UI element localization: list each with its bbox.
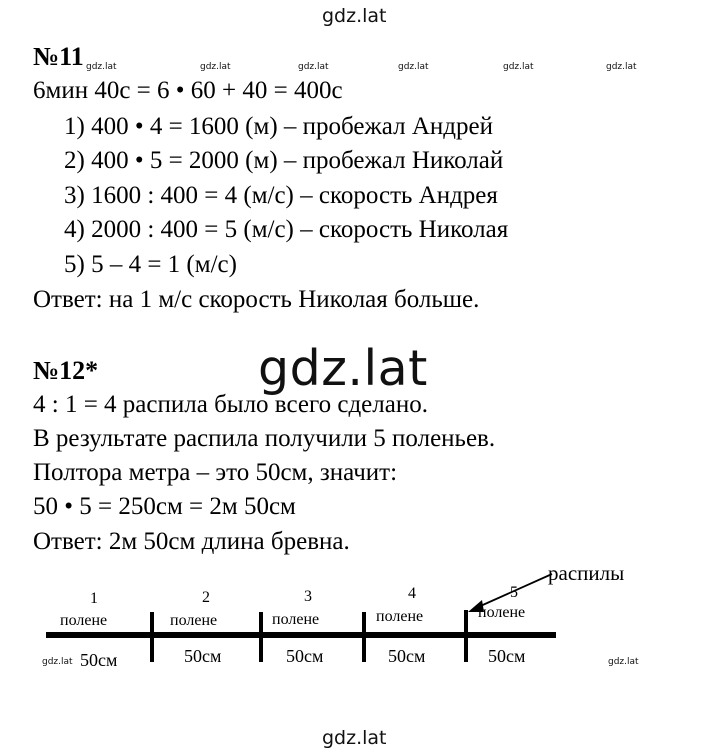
log-label: полене — [272, 611, 320, 628]
log-label: полене — [60, 612, 108, 629]
cut-mark — [464, 610, 468, 662]
log-bar — [46, 632, 556, 638]
log-label: полене — [376, 608, 424, 625]
cuts-label: распилы — [548, 561, 625, 585]
problem-12-answer: Ответ: 2м 50см длина бревна. — [33, 528, 350, 555]
problem-12-line: 4 : 1 = 4 распила было всего сделано. — [33, 391, 428, 418]
log-number: 1 — [90, 590, 98, 607]
problem-11-heading: №11 — [33, 42, 84, 71]
cut-mark — [150, 612, 154, 662]
log-length: 50см — [488, 646, 526, 666]
log-length: 50см — [184, 646, 222, 666]
problem-12-heading: №12* — [33, 356, 99, 385]
log-label: полене — [478, 604, 526, 621]
watermark-center: gdz.lat — [258, 340, 428, 397]
log-number: 5 — [510, 584, 518, 601]
cut-mark — [362, 612, 366, 662]
watermark-small: gdz.lat — [398, 62, 429, 72]
watermark-small: gdz.lat — [42, 657, 73, 667]
watermark-small: gdz.lat — [86, 62, 117, 72]
log-number: 4 — [408, 585, 416, 602]
watermark-small: gdz.lat — [606, 62, 637, 72]
log-length: 50см — [388, 646, 426, 666]
problem-11-step: 4) 2000 : 400 = 5 (м/с) – скорость Николая — [64, 216, 509, 243]
problem-11-answer: Ответ: на 1 м/с скорость Николая больше. — [33, 286, 480, 313]
problem-11-step: 2) 400 • 5 = 2000 (м) – пробежал Николай — [64, 147, 504, 174]
problem-11-step: 3) 1600 : 400 = 4 (м/с) – скорость Андрея — [64, 182, 498, 209]
log-label: полене — [170, 612, 218, 629]
log-number: 2 — [202, 589, 210, 606]
log-length: 50см — [80, 650, 118, 670]
problem-11-step: 1) 400 • 4 = 1600 (м) – пробежал Андрей — [64, 113, 493, 140]
watermark-small: gdz.lat — [503, 62, 534, 72]
watermark-top: gdz.lat — [322, 5, 387, 27]
problem-12-line: В результате распила получили 5 поленьев. — [33, 425, 496, 452]
cut-mark — [259, 612, 263, 662]
problem-12-line: Полтора метра – это 50см, значит: — [33, 459, 398, 486]
log-length: 50см — [286, 646, 324, 666]
log-number: 3 — [304, 588, 312, 605]
problem-11-step: 5) 5 – 4 = 1 (м/с) — [64, 251, 237, 278]
watermark-small: gdz.lat — [608, 657, 639, 667]
problem-12-line: 50 • 5 = 250см = 2м 50см — [33, 493, 296, 520]
watermark-small: gdz.lat — [298, 62, 329, 72]
problem-11-line: 6мин 40с = 6 • 60 + 40 = 400с — [33, 77, 343, 104]
watermark-bottom: gdz.lat — [322, 727, 387, 749]
watermark-small: gdz.lat — [200, 62, 231, 72]
